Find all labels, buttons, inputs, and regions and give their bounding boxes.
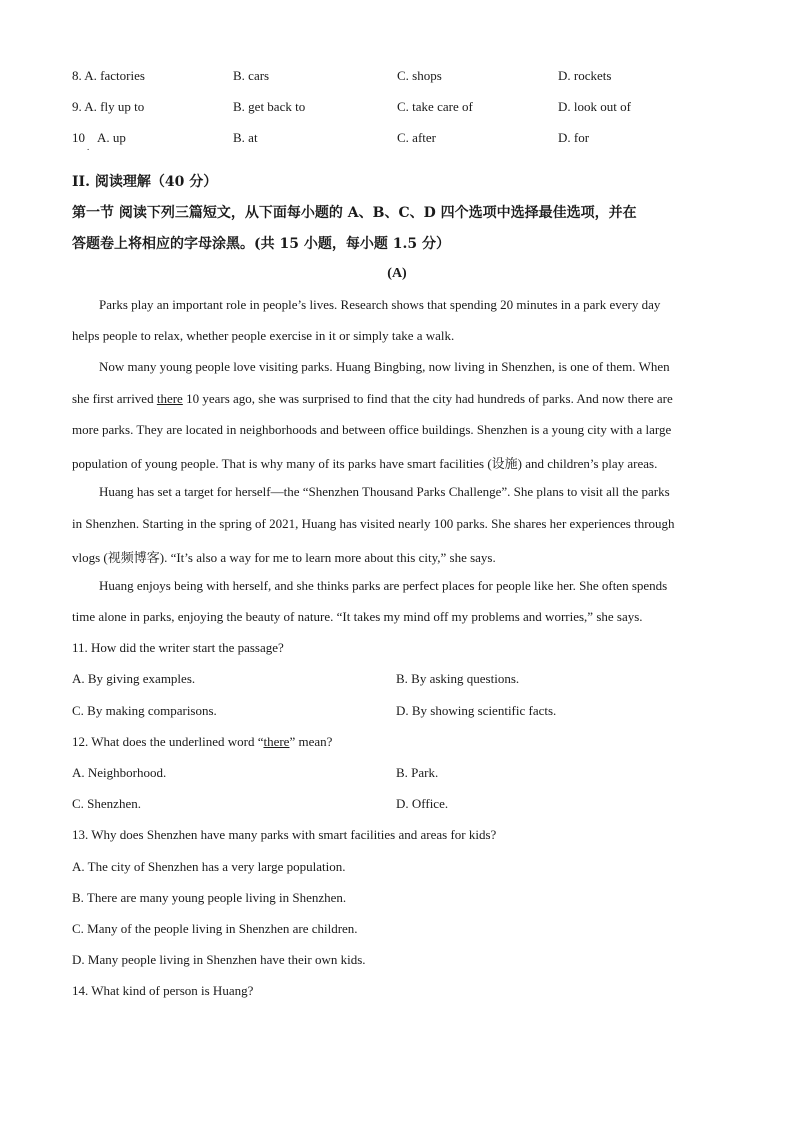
passage-line: Huang enjoys being with herself, and she thinks parks are perfect places for people like her. She often spends: [99, 578, 668, 593]
question-12-stem: [72, 734, 332, 750]
q11-option-b: B. By asking questions.: [396, 671, 520, 686]
q12-option-b: B. Park.: [396, 765, 439, 780]
passage-text: she first arrived: [72, 391, 157, 406]
passage-text: 10 years ago, she was surprised to find that the city had hundreds of parks. And now there are: [182, 391, 673, 406]
q13-option-c: C. Many of the people living in Shenzhen are children.: [72, 921, 358, 936]
section-instructions-line2: 答题卷上将相应的字母涂黑。(共 15 小题，每小题 1.5 分）: [72, 236, 450, 252]
q11-option-a: A. By giving examples.: [72, 671, 196, 686]
passage-label: (A): [387, 266, 407, 281]
q12-underlined-word: there: [263, 734, 290, 749]
q13-option-a: A. The city of Shenzhen has a very large population.: [72, 859, 346, 874]
q13-option-b: B. There are many young people living in Shenzhen.: [72, 890, 347, 905]
passage-line: Now many young people love visiting parks. Huang Bingbing, now living in Shenzhen, is one of them. When: [99, 359, 670, 374]
passage-line: in Shenzhen. Starting in the spring of 2021, Huang has visited nearly 100 parks. She shares her experiences through: [72, 516, 675, 531]
q9-option-b: B. get back to: [233, 99, 306, 114]
underlined-word: there: [156, 391, 183, 406]
q10-option-b: B. at: [233, 130, 258, 145]
q8-option-c: C. shops: [397, 68, 442, 83]
q8-option-a: 8. A. factories: [72, 68, 145, 83]
question-13-stem: 13. Why does Shenzhen have many parks with smart facilities and areas for kids?: [72, 827, 497, 842]
section-title: II. 阅读理解（40 分）: [72, 174, 218, 190]
q10-option-a: A. up: [97, 130, 126, 145]
q9-option-c: C. take care of: [397, 99, 473, 114]
q10-option-c: C. after: [397, 130, 436, 145]
q10-option-d: D. for: [558, 130, 590, 145]
passage-line: vlogs (视频博客). “It’s also a way for me to learn more about this city,” she says.: [72, 550, 496, 565]
passage-line: time alone in parks, enjoying the beauty of nature. “It takes my mind off my problems and worries,” she says.: [72, 609, 643, 624]
question-14-stem: 14. What kind of person is Huang?: [72, 983, 254, 998]
q9-option-d: D. look out of: [558, 99, 631, 114]
passage-line: more parks. They are located in neighborhoods and between office buildings. Shenzhen is a young city with a large: [72, 422, 672, 437]
passage-line: population of young people. That is why many of its parks have smart facilities (设施) and children’s play areas.: [72, 456, 658, 471]
passage-line: Parks play an important role in people’s lives. Research shows that spending 20 minutes in a park every day: [99, 297, 661, 312]
q12-option-c: C. Shenzhen.: [72, 796, 141, 811]
passage-line: helps people to relax, whether people exercise in it or simply take a walk.: [72, 328, 455, 343]
q10-number: 10: [72, 130, 85, 145]
q12-option-d: D. Office.: [396, 796, 449, 811]
q12-option-a: A. Neighborhood.: [72, 765, 167, 780]
question-11-stem: 11. How did the writer start the passage?: [72, 640, 284, 655]
section-instructions-line1: 第一节 阅读下列三篇短文，从下面每小题的 A、B、C、D 四个选项中选择最佳选项，并在: [72, 205, 637, 221]
q8-option-d: D. rockets: [558, 68, 612, 83]
q8-option-b: B. cars: [233, 68, 270, 83]
q11-option-c: C. By making comparisons.: [72, 703, 217, 718]
q12-stem-text: 12. What does the underlined word “: [72, 734, 264, 749]
q10-dot: .: [87, 142, 90, 152]
passage-line: Huang has set a target for herself—the “Shenzhen Thousand Parks Challenge”. She plans to visit all the parks: [99, 484, 670, 499]
q13-option-d: D. Many people living in Shenzhen have their own kids.: [72, 952, 366, 967]
q11-option-d: D. By showing scientific facts.: [396, 703, 557, 718]
q9-option-a: 9. A. fly up to: [72, 99, 145, 114]
passage-line: [72, 391, 673, 407]
q12-stem-text: ” mean?: [289, 734, 333, 749]
